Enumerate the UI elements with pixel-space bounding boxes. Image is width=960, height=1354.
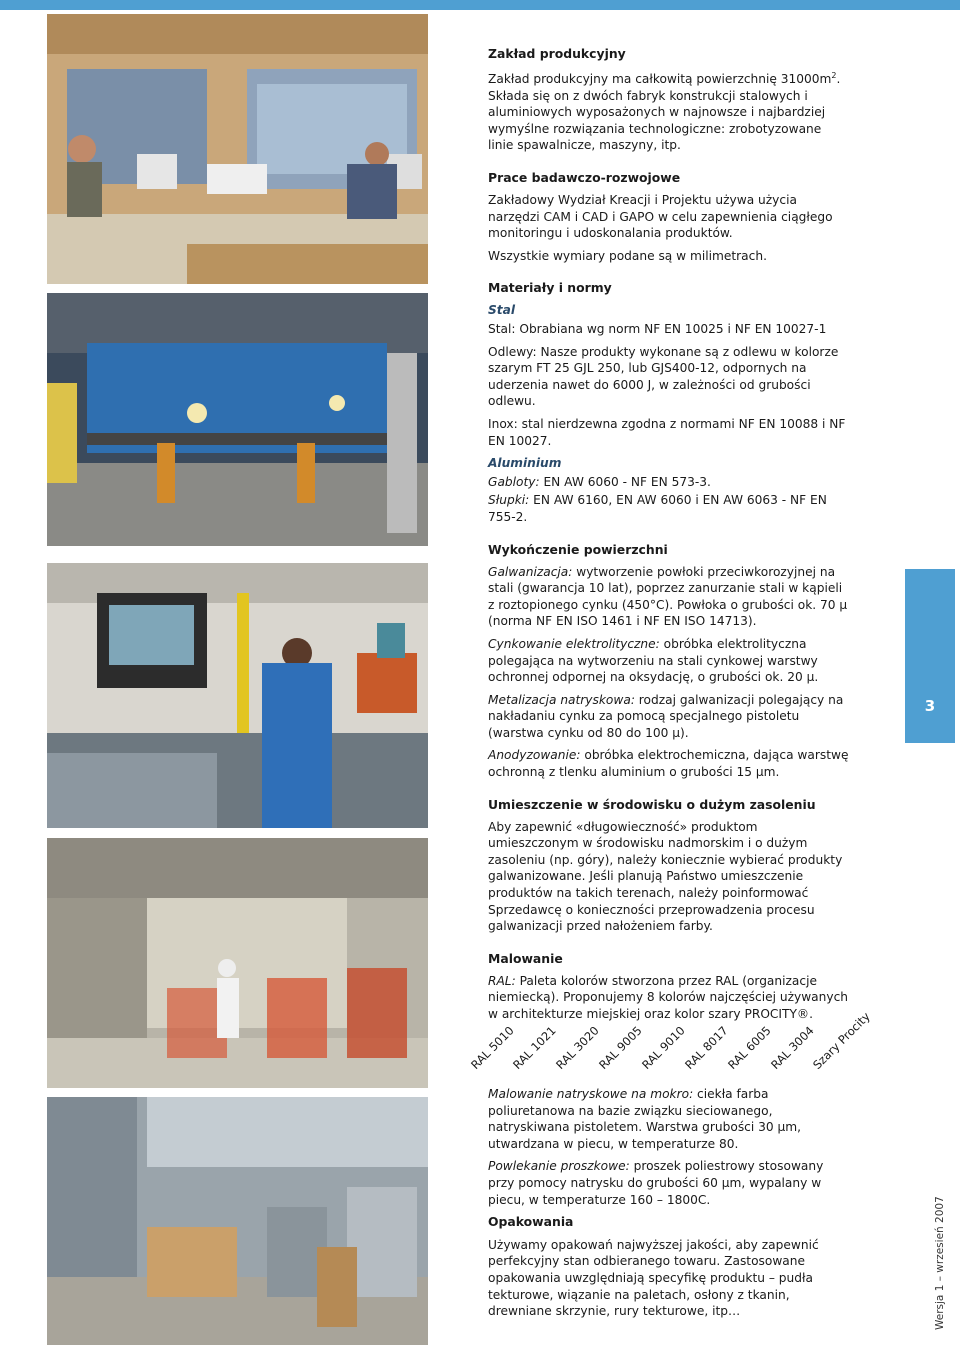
wyk-text-4: obróbka elektrochemiczna, dająca warstwę ochronną z tlenku aluminium o grubości 15 µm. xyxy=(488,748,849,780)
alu-paragraph-2 xyxy=(488,492,850,525)
stal-paragraph-1: Stal: Obrabiana wg norm NF EN 10025 i NF EN 10027-1 xyxy=(488,322,827,336)
alu-text-2: EN AW 6160, EN AW 6060 i EN AW 6063 - NF EN 755-2. xyxy=(488,493,827,524)
warehouse-photo xyxy=(47,1097,428,1345)
ral-label-3: RAL 3020 xyxy=(553,1023,602,1072)
wyk-text-3: rodzaj galwanizacji polegający na nakładaniu cynku za pomocą specjalnego pistoletu (warstwa cynku od 80 do 100 µ). xyxy=(488,692,844,740)
workshop-photo xyxy=(47,563,428,828)
alu-label-2: Słupki: xyxy=(488,493,530,508)
mal-label-1: RAL: xyxy=(488,973,516,988)
mal2-text-1: ciekła farba poliuretanowa na bazie związku sieciowanego, natryskiwana pistoletem. Warstwa grubości 30 µm, utwardzana w piecu, w temperaturze 80. xyxy=(488,1087,802,1151)
bottom-text-column xyxy=(488,1086,850,1326)
ral-label-4: RAL 9005 xyxy=(596,1023,645,1072)
zaklad-paragraph xyxy=(488,68,850,154)
section-title-umieszczenie: Umieszczenie w środowisku o dużym zasoleniu xyxy=(488,796,816,812)
zaklad-text-b: . Składa się on z dwóch fabryk konstrukcji stalowych i aluminiowych wyposażonych w najnowsze i najbardziej wymyślne rozwiązania technologiczne: zrobotyzowane linie spawalnicze, maszyny, itp. xyxy=(488,72,841,153)
page-number: 3 xyxy=(924,697,936,715)
section-title-materialy: Materiały i normy xyxy=(488,280,612,296)
wyk-text-1: wytworzenie powłoki przeciwkorozyjnej na stali (gwarancja 10 lat), poprzez zanurzanie stali w kąpieli z roztopionego cynku (450°C). Powłoka o grubości ok. 70 µ (norma NF EN ISO 1461 i NF EN ISO 14713). xyxy=(488,564,848,629)
section-title-malowanie: Malowanie xyxy=(488,950,563,966)
wyk-label-4: Anodyzowanie: xyxy=(488,748,581,763)
prace-paragraph-1: Zakładowy Wydział Kreacji i Projektu używa użycia narzędzi CAM i CAD i GAPO w celu zapewnienia ciągłego monitoringu i udoskonalania produktów. xyxy=(488,193,833,241)
mal-text-1: Paleta kolorów stworzona przez RAL (organizacje niemiecką). Proponujemy 8 kolorów najczęściej używanych w architekturze miejskiej oraz kolor szary PROCITY®. xyxy=(488,973,849,1021)
wyk-label-1: Galwanizacja: xyxy=(488,564,573,579)
malowanie2-paragraph-1 xyxy=(488,1086,850,1152)
wykonczenie-paragraph-1 xyxy=(488,564,850,630)
mal2-label-1: Malowanie natryskowe na mokro: xyxy=(488,1087,694,1101)
wykonczenie-paragraph-2 xyxy=(488,636,850,686)
section-title-prace: Prace badawczo-rozwojowe xyxy=(488,170,681,186)
malowanie2-paragraph-2 xyxy=(488,1158,850,1208)
ral-label-5: RAL 9010 xyxy=(639,1023,688,1072)
stal-paragraph-3: Inox: stal nierdzewna zgodna z normami NF EN 10088 i NF EN 10027. xyxy=(488,416,846,448)
section-title-zaklad: Zakład produkcyjny xyxy=(488,46,626,61)
umieszczenie-paragraph: Aby zapewnić «długowieczność» produktom umieszczonym w środowisku nadmorskim i o dużym zasoleniu (np. góry), należy koniecznie wybierać produkty galwanizowane. Jeśli planują Państwo umieszczenie produktów na takich terenach, należy poinformować Sprzedawcę o konieczności przeprowadzenia procesu galwanizacji przed nałożeniem farby. xyxy=(488,819,843,934)
mal2-text-2: proszek poliestrowy stosowany przy pomocy natrysku do grubości 60 µm, wypalany w piecu, w temperaturze 160 – 1800C. xyxy=(488,1159,824,1207)
zaklad-text-a: Zakład produkcyjny ma całkowitą powierzchnię 31000m xyxy=(488,72,832,87)
prace-paragraph-2: Wszystkie wymiary podane są w milimetrach. xyxy=(488,248,767,263)
ral-label-7: RAL 6005 xyxy=(725,1023,774,1072)
ral-label-9: Szary Procity xyxy=(810,1009,873,1072)
alu-paragraph-1 xyxy=(488,474,850,491)
wyk-text-2: obróbka elektrolityczna polegająca na wytworzeniu na stali cynkowej warstwy ochronnej odpornej na oksydację, o grubości ok. 20 µ. xyxy=(488,636,819,685)
ral-label-2: RAL 1021 xyxy=(510,1023,559,1072)
subheading-aluminium: Aluminium xyxy=(488,456,562,471)
ral-label-6: RAL 8017 xyxy=(682,1023,731,1072)
top-accent-bar xyxy=(0,0,960,10)
alu-label-1: Gabloty: xyxy=(488,474,540,489)
alu-text-1: EN AW 6060 - NF EN 573-3. xyxy=(539,474,711,489)
wyk-label-2: Cynkowanie elektrolityczne: xyxy=(488,636,660,651)
section-title-wykonczenie: Wykończenie powierzchni xyxy=(488,541,668,557)
ral-label-8: RAL 3004 xyxy=(768,1023,817,1072)
painting-photo xyxy=(47,838,428,1088)
version-label: Wersja 1 – wrzesień 2007 xyxy=(934,1196,946,1330)
welding-photo xyxy=(47,293,428,546)
page-number-tab xyxy=(905,569,955,743)
zaklad-sup: 2 xyxy=(831,71,837,80)
section-title-opakowania: Opakowania xyxy=(488,1214,574,1230)
wyk-label-3: Metalizacja natryskowa: xyxy=(488,692,635,707)
wykonczenie-paragraph-3 xyxy=(488,692,850,742)
wykonczenie-paragraph-4 xyxy=(488,747,850,780)
opakowania-paragraph: Używamy opakowań najwyższej jakości, aby zapewnić perfekcyjny stan odbieranego towaru. Zastosowane opakowania uwzględniają specyfikę produktu – pudła tekturowe, wiązanie na paletach, osłony z tkanin, drewniane skrzynie, rury tekturowe, itp… xyxy=(488,1237,819,1319)
ral-label-1: RAL 5010 xyxy=(468,1023,517,1072)
subheading-stal: Stal xyxy=(488,303,516,318)
mal2-label-2: Powlekanie proszkowe: xyxy=(488,1159,630,1174)
ral-color-labels xyxy=(460,1000,880,1080)
stal-paragraph-2: Odlewy: Nasze produkty wykonane są z odlewu w kolorze szarym FT 25 GJL 250, lub GJS400-12, odpornych na uderzenia nawet do 6000 J, w zależności od grubości odlewu. xyxy=(488,344,839,409)
office-photo xyxy=(47,14,428,284)
main-text-column xyxy=(488,46,850,1029)
